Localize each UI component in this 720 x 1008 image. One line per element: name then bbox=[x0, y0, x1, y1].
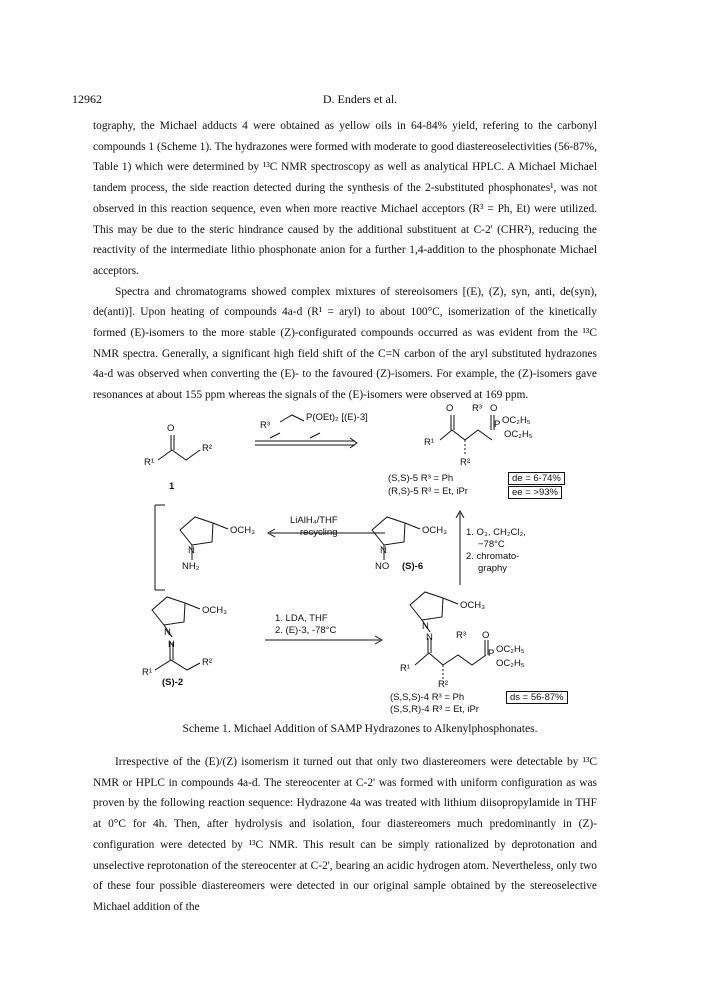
ozone-step-1b: −78°C bbox=[478, 539, 505, 550]
label-r2-5: R² bbox=[460, 457, 471, 468]
ozone-step-2b: graphy bbox=[478, 563, 508, 574]
running-head: D. Enders et al. bbox=[322, 92, 398, 106]
paragraph-3-text: Irrespective of the (E)/(Z) isomerism it turned out that only two diastereomers were detectable by ¹³C NMR or HPLC in compounds 4a-d. The stereocenter at C-2' was formed with uniform configuration as was proven by the following reaction sequence: Hydrazone 4a was treated with lithium diisopropylamide in THF at 0°C for 4h. Then, after hydrolysis and isolation, four diastereomers much predominantly in (Z)-configuration were detected by ¹³C NMR. This result can be simply rationalized by deprotonation and unselective reprotonation of the stereocenter at C-2', bearing an acidic hydrogen atom. Nevertheless, only two of these four possible diastereomers were detected in our original sample obtained by the stereoselective Michael addition of the bbox=[93, 756, 597, 913]
label-n-6: N bbox=[380, 545, 387, 556]
label-r3-4: R³ bbox=[456, 630, 467, 641]
label-n-2b: N bbox=[168, 639, 175, 650]
lda-step-1: 1. LDA, THF bbox=[275, 613, 328, 624]
label-no: NO bbox=[375, 561, 390, 572]
compound-s6-label: (S)-6 bbox=[402, 561, 424, 572]
scheme-1 bbox=[120, 355, 600, 690]
label-och3-6: OCH₃ bbox=[422, 525, 447, 536]
label-r2-1: R² bbox=[202, 443, 213, 454]
label-r1-4: R¹ bbox=[400, 663, 411, 674]
label-p-5: P bbox=[494, 419, 501, 430]
reagent-r3: R³ bbox=[260, 420, 271, 431]
label-n-2a: N bbox=[164, 627, 171, 638]
paragraph-3 bbox=[93, 752, 597, 918]
label-och3-samp: OCH₃ bbox=[230, 525, 255, 536]
ozone-step-2: 2. chromato- bbox=[466, 551, 520, 562]
scheme-caption: Scheme 1. Michael Addition of SAMP Hydrazones to Alkenylphosphonates. bbox=[182, 722, 538, 735]
paragraph-2-text: Spectra and chromatograms showed complex mixtures of stereoisomers [(E), (Z), syn, anti, de(syn), de(anti)]. Upon heating of compounds 4a-d (R¹ = aryl) to about 100°C, isomerization of the kinetically formed (E)-isomers to the more stable (Z)-configurated compounds occurred as was evident from the ¹³C NMR spectra. Generally, a significant high field shift of the C=N carbon of the aryl substituted hydrazones 4a-d was observed when converting the (E)- to the favoured (Z)-isomers. For example, the (Z)-isomers gave resonances at about 155 ppm whereas the signals of the (E)-isomers were observed at 169 ppm. bbox=[93, 285, 597, 402]
label-r1-2: R¹ bbox=[142, 667, 153, 678]
label-r2-4: R² bbox=[438, 679, 449, 690]
label-r1-5: R¹ bbox=[424, 437, 435, 448]
label-r3-5: R³ bbox=[472, 403, 483, 414]
label-och3-4: OCH₃ bbox=[460, 600, 485, 611]
ee-box: ee = >93% bbox=[508, 486, 562, 499]
reagent-recycling: recycling bbox=[300, 527, 338, 538]
scheme-bonds bbox=[120, 355, 600, 690]
ozone-step-1: 1. O₃, CH₂Cl₂, bbox=[466, 527, 526, 538]
label-r1-1: R¹ bbox=[144, 457, 155, 468]
product-4a: (S,S,S)-4 R³ = Ph bbox=[390, 692, 465, 703]
ds-box: ds = 56-87% bbox=[506, 691, 568, 704]
compound-1-label: 1 bbox=[169, 481, 175, 492]
label-r2-2: R² bbox=[202, 657, 213, 668]
compound-s2-label: (S)-2 bbox=[162, 677, 184, 688]
label-oc2h5-4b: OC₂H₅ bbox=[496, 658, 525, 669]
label-o-5a: O bbox=[446, 403, 454, 414]
lda-step-2: 2. (E)-3, -78°C bbox=[275, 625, 337, 636]
product-5b: (R,S)-5 R³ = Et, iPr bbox=[388, 486, 468, 497]
label-n-samp: N bbox=[188, 545, 195, 556]
label-oc2h5-5a: OC₂H₅ bbox=[502, 415, 531, 426]
label-och3-2: OCH₃ bbox=[202, 605, 227, 616]
page-number: 12962 bbox=[72, 92, 102, 106]
product-5a: (S,S)-5 R³ = Ph bbox=[388, 473, 454, 484]
label-o-1: O bbox=[167, 423, 175, 434]
label-p-4: P bbox=[488, 648, 495, 659]
label-n-4b: N bbox=[426, 632, 433, 643]
product-4b: (S,S,R)-4 R³ = Et, iPr bbox=[390, 704, 479, 715]
paragraph-1-text: tography, the Michael adducts 4 were obtained as yellow oils in 64-84% yield, refering to the carbonyl compounds 1 (Scheme 1). The hydrazones were formed with moderate to good diastereoselectivities (56-87%, Table 1) which were determined by ¹³C NMR spectroscopy as well as analytical HPLC. A Michael Michael tandem process, the side reaction detected during the synthesis of the 2-substituted phosphonates¹, was not observed in this reaction sequence, even when more reactive Michael acceptors (R³ = Ph, Et) were utilized. This may be due to the steric hindrance caused by the additional substituent at C-2' (CHR²), reducing the reactivity of the intermediate lithio phosphonate anion for a further 1,4-addition to the phosphonate Michael acceptors. bbox=[93, 120, 597, 277]
de-box: de = 6-74% bbox=[508, 472, 565, 485]
reagent-lialh4: LiAlH₄/THF bbox=[290, 515, 338, 526]
label-oc2h5-5b: OC₂H₅ bbox=[504, 429, 533, 440]
reagent-name: P(OEt)₂ [(E)-3] bbox=[306, 412, 368, 423]
label-o-4: O bbox=[482, 630, 490, 641]
label-n-4a: N bbox=[422, 621, 429, 632]
label-o-5b: O bbox=[490, 403, 498, 414]
label-nh2: NH₂ bbox=[182, 561, 200, 572]
label-oc2h5-4a: OC₂H₅ bbox=[496, 644, 525, 655]
